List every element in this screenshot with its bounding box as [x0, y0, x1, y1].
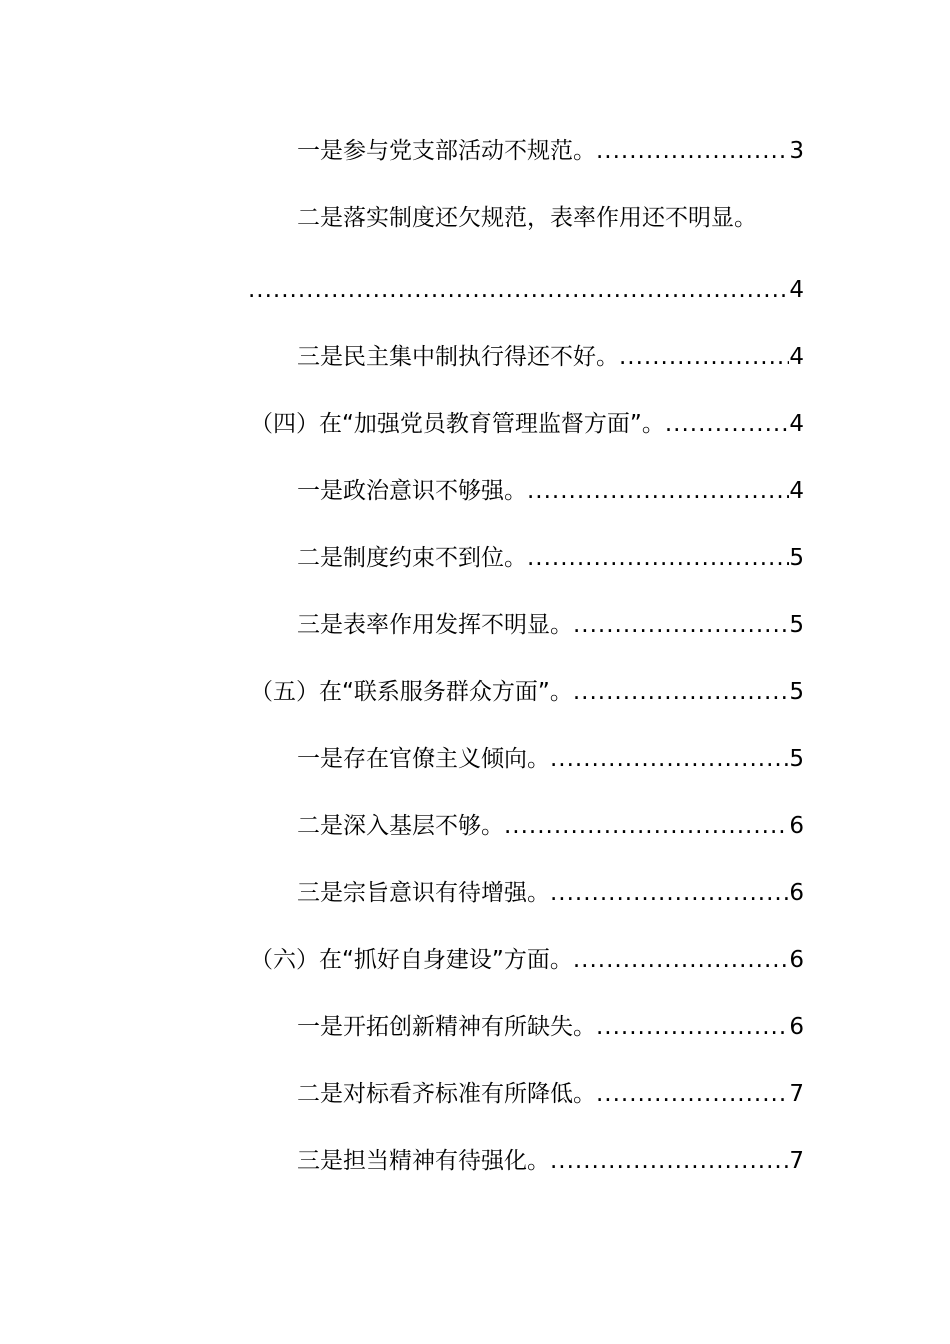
toc-entry[interactable] — [0, 605, 950, 645]
toc-entry-title: （四）在“加强党员教育管理监督方面”。 — [250, 411, 665, 437]
toc-entry-page: 4 — [789, 344, 804, 370]
toc-entry-page: 7 — [789, 1081, 804, 1107]
toc-entry[interactable] — [0, 873, 950, 913]
toc-entry-page: 3 — [789, 138, 804, 164]
toc-entry-page: 5 — [789, 545, 804, 571]
toc-entry-title: 一是存在官僚主义倾向。 — [297, 746, 550, 772]
toc-entry-title: 一是参与党支部活动不规范。 — [297, 138, 596, 164]
toc-leader-dots — [550, 873, 789, 913]
toc-entry[interactable] — [0, 806, 950, 846]
toc-entry-title: 三是担当精神有待强化。 — [297, 1148, 550, 1174]
toc-entry-page: 7 — [789, 1148, 804, 1174]
toc-entry[interactable] — [0, 1074, 950, 1114]
toc-leader-dots — [550, 739, 789, 779]
toc-leader-dots — [550, 1141, 789, 1181]
toc-leader-dots — [596, 131, 789, 171]
toc-leader-dots — [573, 940, 790, 980]
toc-entry[interactable] — [0, 131, 950, 171]
toc-entry[interactable] — [0, 1141, 950, 1181]
toc-entry-page: 4 — [789, 277, 804, 303]
toc-entry-title: 一是开拓创新精神有所缺失。 — [297, 1014, 596, 1040]
toc-entry-page: 4 — [789, 411, 804, 437]
toc-entry-title: 二是对标看齐标准有所降低。 — [297, 1081, 596, 1107]
toc-leader-dots — [527, 538, 789, 578]
toc-entry[interactable] — [0, 538, 950, 578]
toc-entry[interactable] — [0, 471, 950, 511]
toc-leader-dots — [596, 1007, 789, 1047]
toc-entry-page: 6 — [789, 880, 804, 906]
toc-entry-title: 三是宗旨意识有待增强。 — [297, 880, 550, 906]
toc-leader-dots — [665, 404, 790, 444]
toc-section-entry[interactable] — [0, 672, 950, 712]
toc-entry-title: 二是落实制度还欠规范，表率作用还不明显。 — [297, 205, 757, 231]
toc-entry[interactable] — [0, 337, 950, 377]
toc-leader-dots — [248, 270, 789, 310]
toc-entry-title: 二是制度约束不到位。 — [297, 545, 527, 571]
toc-leader-dots — [573, 605, 789, 645]
toc-entry-page: 5 — [789, 612, 804, 638]
toc-entry-page: 5 — [789, 746, 804, 772]
toc-leader-dots — [573, 672, 790, 712]
toc-entry[interactable] — [0, 198, 950, 238]
toc-entry-title: 三是表率作用发挥不明显。 — [297, 612, 573, 638]
toc-entry-title: （五）在“联系服务群众方面”。 — [250, 679, 573, 705]
toc-leader-dots — [596, 1074, 789, 1114]
toc-entry-title: 二是深入基层不够。 — [297, 813, 504, 839]
toc-entry[interactable] — [0, 739, 950, 779]
toc-section-entry[interactable] — [0, 940, 950, 980]
toc-entry-page: 5 — [789, 679, 804, 705]
toc-entry-continuation[interactable] — [0, 270, 950, 310]
toc-entry-title: （六）在“抓好自身建设”方面。 — [250, 947, 573, 973]
toc-entry-page: 4 — [789, 478, 804, 504]
toc-entry-page: 6 — [789, 947, 804, 973]
toc-leader-dots — [504, 806, 789, 846]
toc-section-entry[interactable] — [0, 404, 950, 444]
toc-entry-page: 6 — [789, 1014, 804, 1040]
toc-entry-title: 一是政治意识不够强。 — [297, 478, 527, 504]
toc-leader-dots — [527, 471, 789, 511]
toc-entry-title: 三是民主集中制执行得还不好。 — [297, 344, 619, 370]
toc-entry[interactable] — [0, 1007, 950, 1047]
toc-entry-page: 6 — [789, 813, 804, 839]
toc-leader-dots — [619, 337, 789, 377]
